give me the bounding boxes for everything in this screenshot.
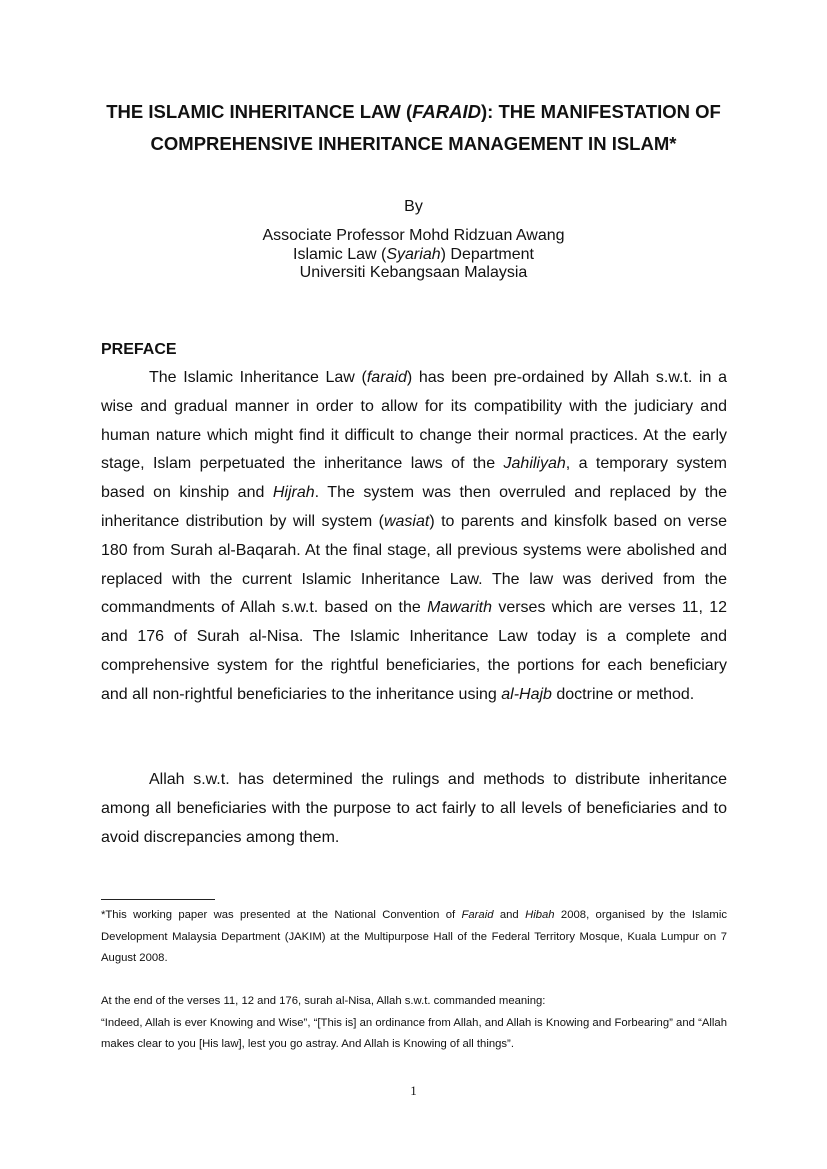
footnote-separator [101, 899, 215, 900]
title-text: THE ISLAMIC INHERITANCE LAW ( [106, 101, 413, 122]
footnote-2-quote: “Indeed, Allah is ever Knowing and Wise”, “[This is] an ordinance from Allah, and Allah is Knowing and Forbearing” and “Allah makes clear to you [His law], lest you go astray. And Allah is Knowing of all things”. [101, 1016, 727, 1050]
footnote-2-line-1: At the end of the verses 11, 12 and 176, surah al-Nisa, Allah s.w.t. commanded meaning: [101, 995, 546, 1007]
author-department: Islamic Law (Syariah) Department [293, 245, 534, 263]
preface-paragraph-1: The Islamic Inheritance Law (faraid) has been pre-ordained by Allah s.w.t. in a wise and gradual manner in order to allow for its compatibility with the judiciary and human nature which might find it difficult to change their normal practices. At the early stage, Islam perpetuated the inheritance laws of the Jahiliyah, a temporary system based on kinship and Hijrah. The system was then overruled and replaced by the inheritance distribution by will system (wasiat) to parents and kinsfolk based on verse 180 from Surah al-Baqarah. At the final stage, all previous systems were abolished and replaced with the current Islamic Inheritance Law. The law was derived from the commandments of Allah s.w.t. based on the Mawarith verses which are verses 11, 12 and 176 of Surah al-Nisa. The Islamic Inheritance Law today is a complete and comprehensive system for the rightful beneficiaries, the portions for each beneficiary and all non-rightful beneficiaries to the inheritance using al-Hajb doctrine or method. [101, 369, 728, 703]
preface-paragraph-2: Allah s.w.t. has determined the rulings and methods to distribute inheritance among all beneficiaries with the purpose to act fairly to all levels of beneficiaries and to avoid discrepancies among them. [101, 771, 727, 846]
document-title [80, 96, 747, 160]
byline-by: By [404, 198, 423, 215]
title-text-continued: ): THE MANIFESTATION OF COMPREHENSIVE INHERITANCE MANAGEMENT IN ISLAM* [150, 101, 721, 154]
author-block [180, 227, 647, 283]
page-number: 1 [410, 1083, 417, 1098]
footnote-2 [101, 991, 727, 1056]
author-name: Associate Professor Mohd Ridzuan Awang [262, 227, 565, 244]
title-italic-term: FARAID [412, 101, 481, 122]
footnote-1: *This working paper was presented at the National Convention of Faraid and Hibah 2008, organised by the Islamic Development Malaysia Department (JAKIM) at the Multipurpose Hall of the Federal Territory Mosque, Kuala Lumpur on 7 August 2008. [101, 909, 727, 964]
section-heading-preface: PREFACE [101, 341, 177, 358]
author-university: Universiti Kebangsaan Malaysia [299, 264, 528, 281]
